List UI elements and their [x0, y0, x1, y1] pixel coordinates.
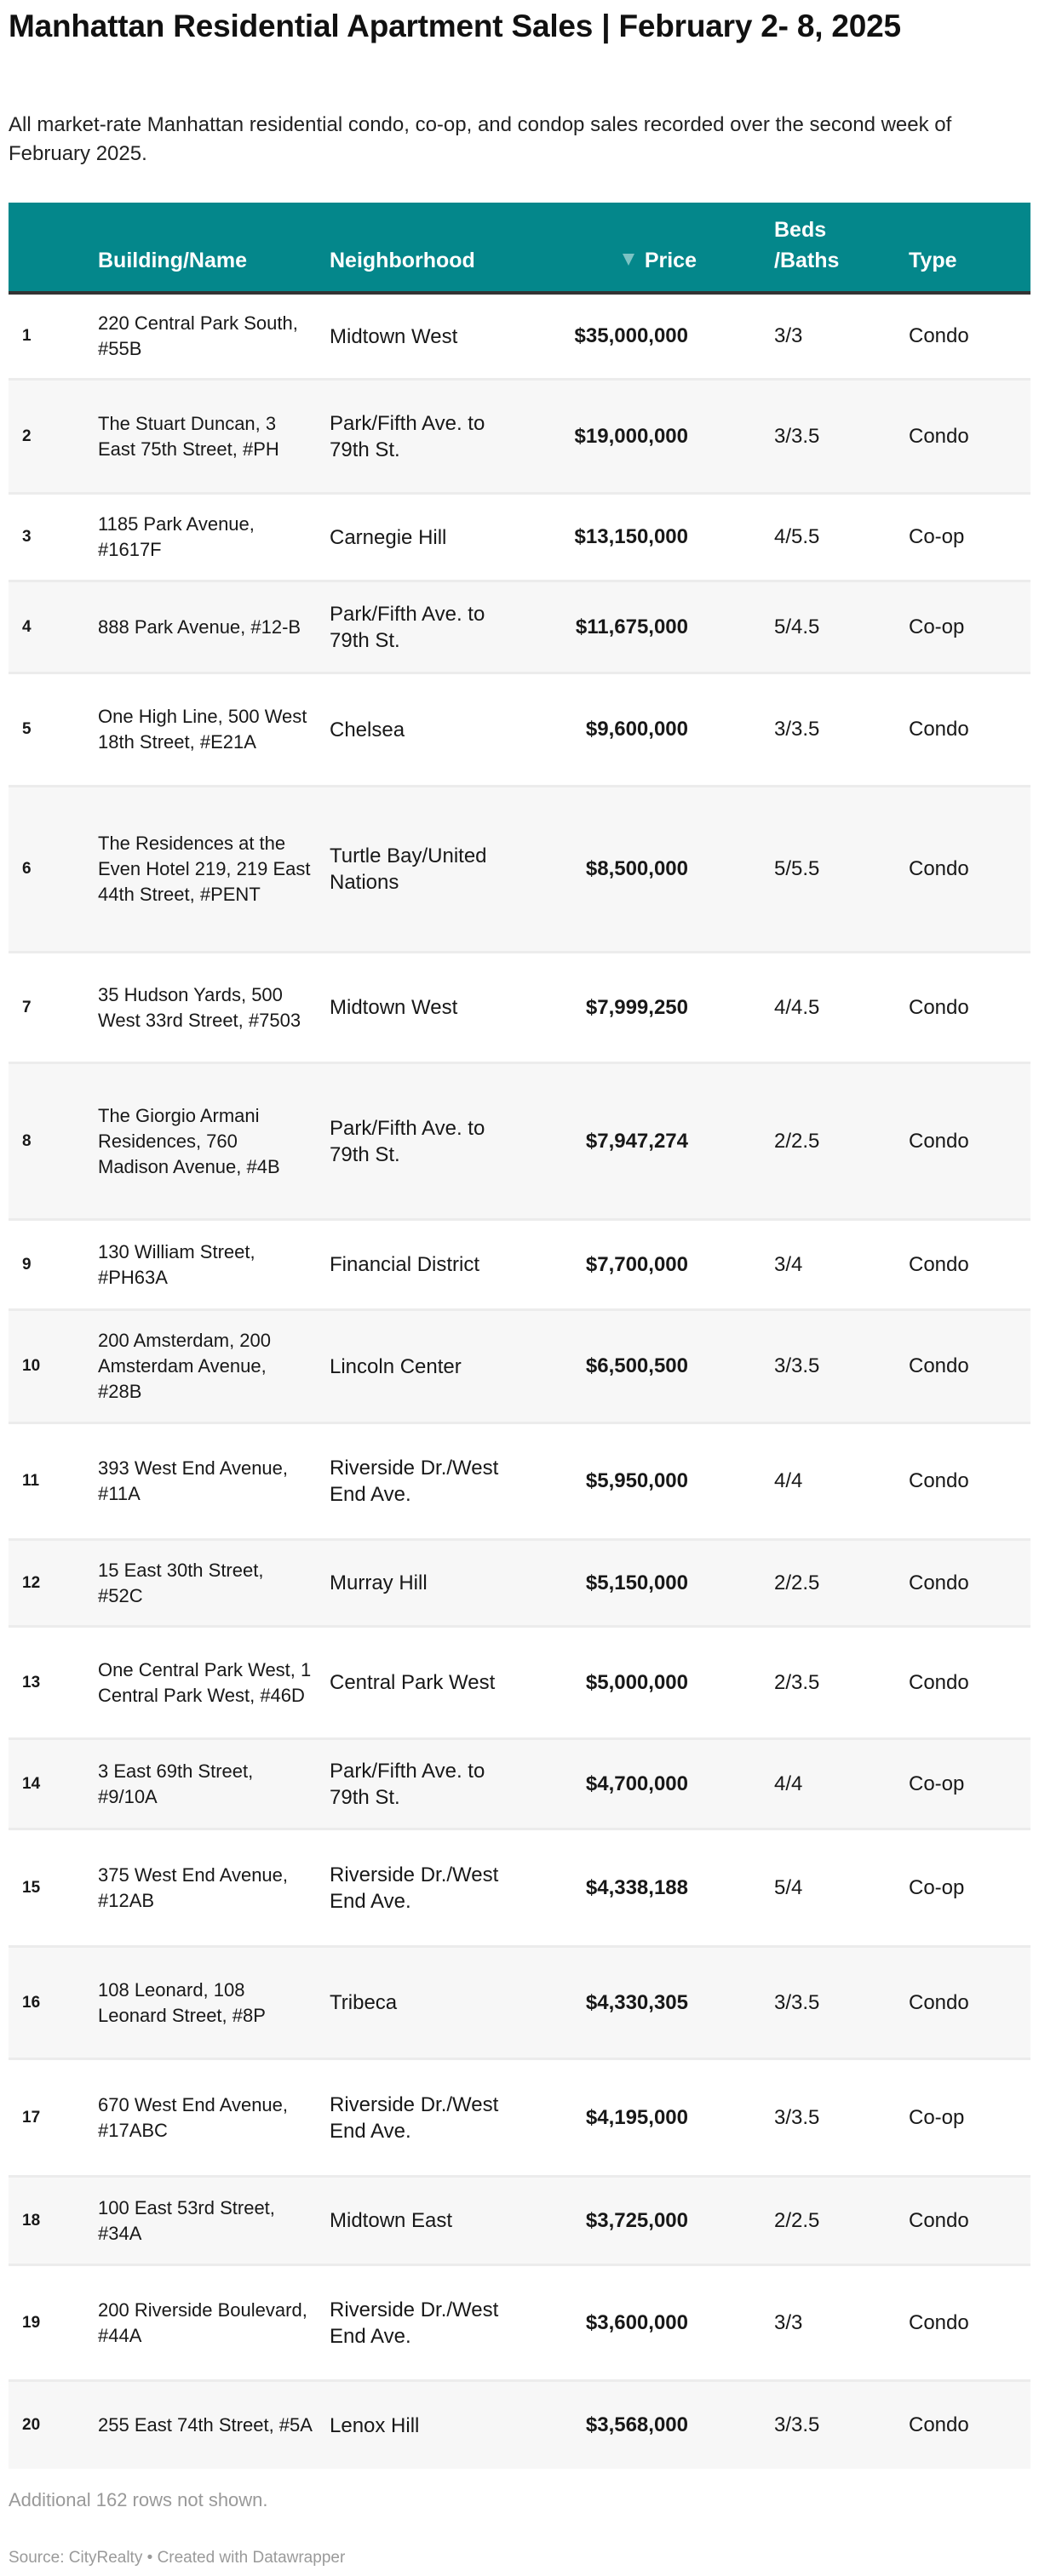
property-type: Condo [909, 1354, 969, 1377]
beds-baths: 3/3.5 [774, 1354, 820, 1377]
row-number: 1 [22, 327, 32, 345]
table-header [9, 203, 1030, 295]
row-number: 14 [22, 1774, 41, 1793]
neighborhood: Lenox Hill [330, 2413, 420, 2437]
price: $19,000,000 [574, 424, 688, 448]
table-row [9, 1740, 1030, 1830]
neighborhood: Riverside Dr./West End Ave. [330, 1863, 499, 1913]
row-number: 11 [22, 1472, 40, 1490]
property-type: Condo [909, 857, 969, 880]
beds-baths: 5/4 [774, 1875, 803, 1899]
row-number: 10 [22, 1357, 41, 1375]
price: $11,675,000 [575, 615, 688, 638]
property-type: Condo [909, 324, 969, 347]
neighborhood: Park/Fifth Ave. to 79th St. [330, 1116, 485, 1166]
beds-baths: 3/3.5 [774, 718, 820, 741]
price: $3,568,000 [585, 2413, 688, 2436]
property-type: Co-op [909, 2105, 965, 2129]
property-type: Condo [909, 1571, 969, 1594]
building-name: The Giorgio Armani Residences, 760 Madison Avenue, #4B [98, 1104, 280, 1177]
property-type: Condo [909, 2413, 969, 2436]
row-number: 4 [22, 617, 32, 636]
table-row [9, 1424, 1030, 1541]
building-name: 100 East 53rd Street, #34A [98, 2196, 275, 2244]
beds-baths: 2/2.5 [774, 1129, 820, 1153]
price: $3,600,000 [585, 2310, 688, 2334]
table-row [9, 1064, 1030, 1221]
column-header-building[interactable]: Building/Name [98, 249, 248, 272]
beds-baths: 4/4 [774, 1469, 803, 1492]
property-type: Co-op [909, 1875, 965, 1899]
table-row [9, 1948, 1030, 2060]
property-type: Condo [909, 1252, 969, 1276]
row-number: 13 [22, 1673, 41, 1692]
price: $13,150,000 [574, 525, 688, 548]
beds-baths: 3/3.5 [774, 424, 820, 448]
property-type: Condo [909, 1670, 969, 1694]
row-number: 8 [22, 1131, 32, 1150]
property-type: Co-op [909, 525, 965, 548]
column-header-beds-baths[interactable]: Beds /Baths [774, 218, 840, 272]
beds-baths: 2/3.5 [774, 1670, 820, 1694]
table-row [9, 953, 1030, 1064]
neighborhood: Murray Hill [330, 1571, 428, 1594]
neighborhood: Riverside Dr./West End Ave. [330, 2298, 499, 2348]
building-name: One High Line, 500 West 18th Street, #E21A [98, 706, 307, 753]
property-type: Condo [909, 2310, 969, 2334]
building-name: 15 East 30th Street, #52C [98, 1559, 264, 1606]
price: $9,600,000 [585, 718, 688, 741]
neighborhood: Park/Fifth Ave. to 79th St. [330, 1759, 485, 1809]
price: $8,500,000 [585, 857, 688, 880]
sales-table [9, 203, 1030, 2469]
price: $7,999,250 [585, 995, 688, 1019]
row-number: 9 [22, 1255, 32, 1274]
neighborhood: Chelsea [330, 718, 405, 741]
beds-baths: 3/3 [774, 2310, 803, 2334]
beds-baths: 5/5.5 [774, 857, 820, 880]
row-number: 6 [22, 860, 32, 878]
row-number: 20 [22, 2416, 41, 2434]
beds-baths: 2/2.5 [774, 2208, 820, 2232]
beds-baths: 3/3.5 [774, 2105, 820, 2129]
property-type: Condo [909, 2208, 969, 2232]
row-number: 12 [22, 1573, 41, 1592]
building-name: 255 East 74th Street, #5A [98, 2414, 313, 2436]
table-row [9, 1311, 1030, 1424]
beds-baths: 3/3.5 [774, 1990, 820, 2014]
beds-baths: 4/4 [774, 1772, 803, 1795]
row-number: 2 [22, 426, 32, 445]
price: $4,330,305 [585, 1990, 688, 2014]
neighborhood: Midtown West [330, 324, 458, 348]
building-name: 130 William Street, #PH63A [98, 1240, 255, 1288]
building-name: 888 Park Avenue, #12-B [98, 615, 301, 638]
price: $6,500,500 [585, 1354, 688, 1377]
price: $7,700,000 [585, 1252, 688, 1276]
beds-baths: 2/2.5 [774, 1571, 820, 1594]
row-number: 3 [22, 528, 32, 546]
neighborhood: Turtle Bay/United Nations [330, 844, 487, 894]
neighborhood: Carnegie Hill [330, 525, 447, 549]
property-type: Condo [909, 1990, 969, 2014]
table-body [9, 295, 1030, 2469]
price: $4,700,000 [585, 1772, 688, 1795]
column-header-price-label: Price [644, 249, 697, 272]
property-type: Condo [909, 718, 969, 741]
property-type: Condo [909, 1129, 969, 1153]
neighborhood: Park/Fifth Ave. to 79th St. [330, 602, 485, 652]
neighborhood: Financial District [330, 1253, 480, 1276]
row-number: 17 [22, 2108, 41, 2127]
neighborhood: Riverside Dr./West End Ave. [330, 1457, 499, 1506]
table-row [9, 674, 1030, 787]
property-type: Condo [909, 424, 969, 448]
building-name: 200 Amsterdam, 200 Amsterdam Avenue, #28B [98, 1330, 272, 1402]
price: $4,195,000 [585, 2105, 688, 2129]
building-name: 108 Leonard, 108 Leonard Street, #8P [98, 1978, 266, 2026]
row-number: 19 [22, 2313, 41, 2332]
neighborhood: Riverside Dr./West End Ave. [330, 2092, 499, 2143]
column-header-neighborhood[interactable]: Neighborhood [330, 249, 475, 272]
price: $5,000,000 [585, 1670, 688, 1694]
chart-title: Manhattan Residential Apartment Sales | February 2- 8, 2025 [9, 9, 901, 43]
building-name: 375 West End Avenue, #12AB [98, 1863, 289, 1911]
beds-baths: 4/5.5 [774, 525, 820, 548]
row-number: 18 [22, 2211, 41, 2230]
row-number: 16 [22, 1993, 41, 2012]
building-name: 393 West End Avenue, #11A [98, 1457, 289, 1504]
credit-text: Created with Datawrapper [157, 2549, 346, 2567]
price: $35,000,000 [574, 324, 688, 347]
property-type: Condo [909, 995, 969, 1019]
row-number: 7 [22, 998, 32, 1016]
property-type: Co-op [909, 615, 965, 638]
table-row [9, 1541, 1030, 1628]
beds-baths: 3/4 [774, 1252, 803, 1276]
building-name: One Central Park West, 1 Central Park West, #46D [98, 1658, 312, 1706]
table-row [9, 582, 1030, 674]
building-name: 3 East 69th Street, #9/10A [98, 1760, 254, 1807]
table-row [9, 295, 1030, 381]
beds-baths: 3/3 [774, 324, 803, 347]
table-row [9, 2382, 1030, 2469]
column-header-price[interactable] [623, 245, 697, 276]
table-row [9, 1830, 1030, 1948]
beds-baths: 4/4.5 [774, 995, 820, 1019]
column-header-type[interactable]: Type [909, 249, 957, 272]
building-name: 200 Riverside Boulevard, #44A [98, 2298, 307, 2346]
property-type: Co-op [909, 1772, 965, 1795]
neighborhood: Central Park West [330, 1671, 496, 1694]
price: $3,725,000 [585, 2208, 688, 2232]
sort-descending-icon [623, 254, 634, 266]
row-number: 5 [22, 720, 32, 738]
neighborhood: Midtown East [330, 2209, 453, 2232]
building-name: 35 Hudson Yards, 500 West 33rd Street, #7503 [98, 983, 301, 1031]
neighborhood: Tribeca [330, 1991, 398, 2014]
separator: • [146, 2549, 153, 2567]
price: $7,947,274 [585, 1129, 688, 1153]
table-row [9, 2178, 1030, 2266]
chart-subtitle: All market-rate Manhattan residential condo, co-op, and condop sales recorded over the second week of February 2025. [9, 113, 952, 165]
neighborhood: Midtown West [330, 996, 458, 1019]
neighborhood: Lincoln Center [330, 1354, 462, 1378]
table-row [9, 2060, 1030, 2178]
price: $5,950,000 [585, 1469, 688, 1492]
table-row [9, 381, 1030, 495]
building-name: 1185 Park Avenue, #1617F [98, 513, 255, 560]
table-row [9, 1628, 1030, 1740]
table-row [9, 495, 1030, 582]
neighborhood: Park/Fifth Ave. to 79th St. [330, 411, 485, 461]
row-number: 15 [22, 1878, 41, 1897]
source-text: Source: CityRealty [9, 2549, 143, 2567]
price: $5,150,000 [585, 1571, 688, 1594]
table-row [9, 1221, 1030, 1311]
building-name: 220 Central Park South, #55B [98, 312, 298, 359]
property-type: Condo [909, 1469, 969, 1492]
beds-baths: 5/4.5 [774, 615, 820, 638]
table-row [9, 787, 1030, 953]
table-notes: Additional 162 rows not shown. [9, 2489, 268, 2510]
building-name: The Residences at the Even Hotel 219, 219 East 44th Street, #PENT [98, 833, 311, 905]
beds-baths: 3/3.5 [774, 2413, 820, 2436]
footer [9, 2549, 345, 2567]
building-name: 670 West End Avenue, #17ABC [98, 2093, 289, 2141]
price: $4,338,188 [585, 1875, 688, 1899]
building-name: The Stuart Duncan, 3 East 75th Street, #PH [98, 412, 279, 460]
table-row [9, 2266, 1030, 2382]
